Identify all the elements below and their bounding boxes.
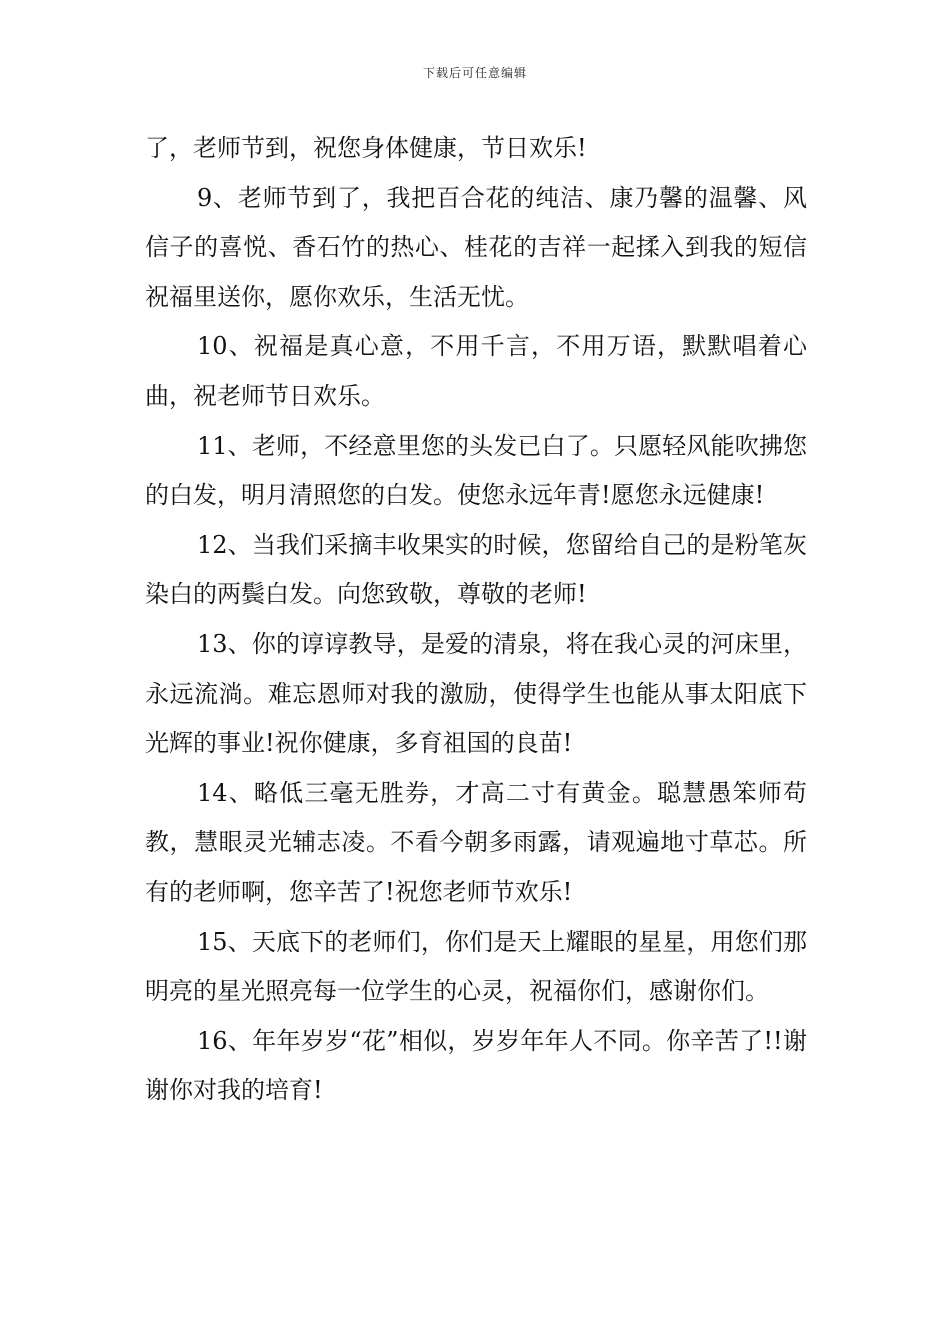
paragraph-10: 10、祝福是真心意，不用千言，不用万语，默默唱着心曲，祝老师节日欢乐。 [145, 332, 807, 410]
document-body [145, 124, 807, 1116]
paragraph-12: 12、当我们采摘丰收果实的时候，您留给自己的是粉笔灰染白的两鬓白发。向您致敬，尊敬的老师! [145, 530, 807, 609]
paragraph-9: 9、老师节到了，我把百合花的纯洁、康乃馨的温馨、风信子的喜悦、香石竹的热心、桂花的吉祥一起揉入到我的短信祝福里送你，愿你欢乐，生活无忧。 [145, 183, 807, 311]
paragraph-16: 16、年年岁岁“花”相似，岁岁年年人不同。你辛苦了!!谢谢你对我的培育! [145, 1026, 807, 1105]
paragraph-13: 13、你的谆谆教导，是爱的清泉，将在我心灵的河床里，永远流淌。难忘恩师对我的激励，使得学生也能从事太阳底下光辉的事业!祝你健康，多育祖国的良苗! [145, 629, 807, 758]
page-header: 下载后可任意编辑 [422, 66, 527, 80]
paragraph-continued: 了，老师节到，祝您身体健康，节日欢乐! [145, 134, 587, 162]
paragraph-11: 11、老师，不经意里您的头发已白了。只愿轻风能吹拂您的白发，明月清照您的白发。使您永远年青!愿您永远健康! [145, 431, 807, 510]
paragraph-14: 14、略低三毫无胜券，才高二寸有黄金。聪慧愚笨师苟教，慧眼灵光辅志凌。不看今朝多雨露，请观遍地寸草芯。所有的老师啊，您辛苦了!祝您老师节欢乐! [145, 778, 807, 906]
paragraph-15: 15、天底下的老师们，你们是天上耀眼的星星，用您们那明亮的星光照亮每一位学生的心灵，祝福你们，感谢你们。 [145, 927, 807, 1006]
